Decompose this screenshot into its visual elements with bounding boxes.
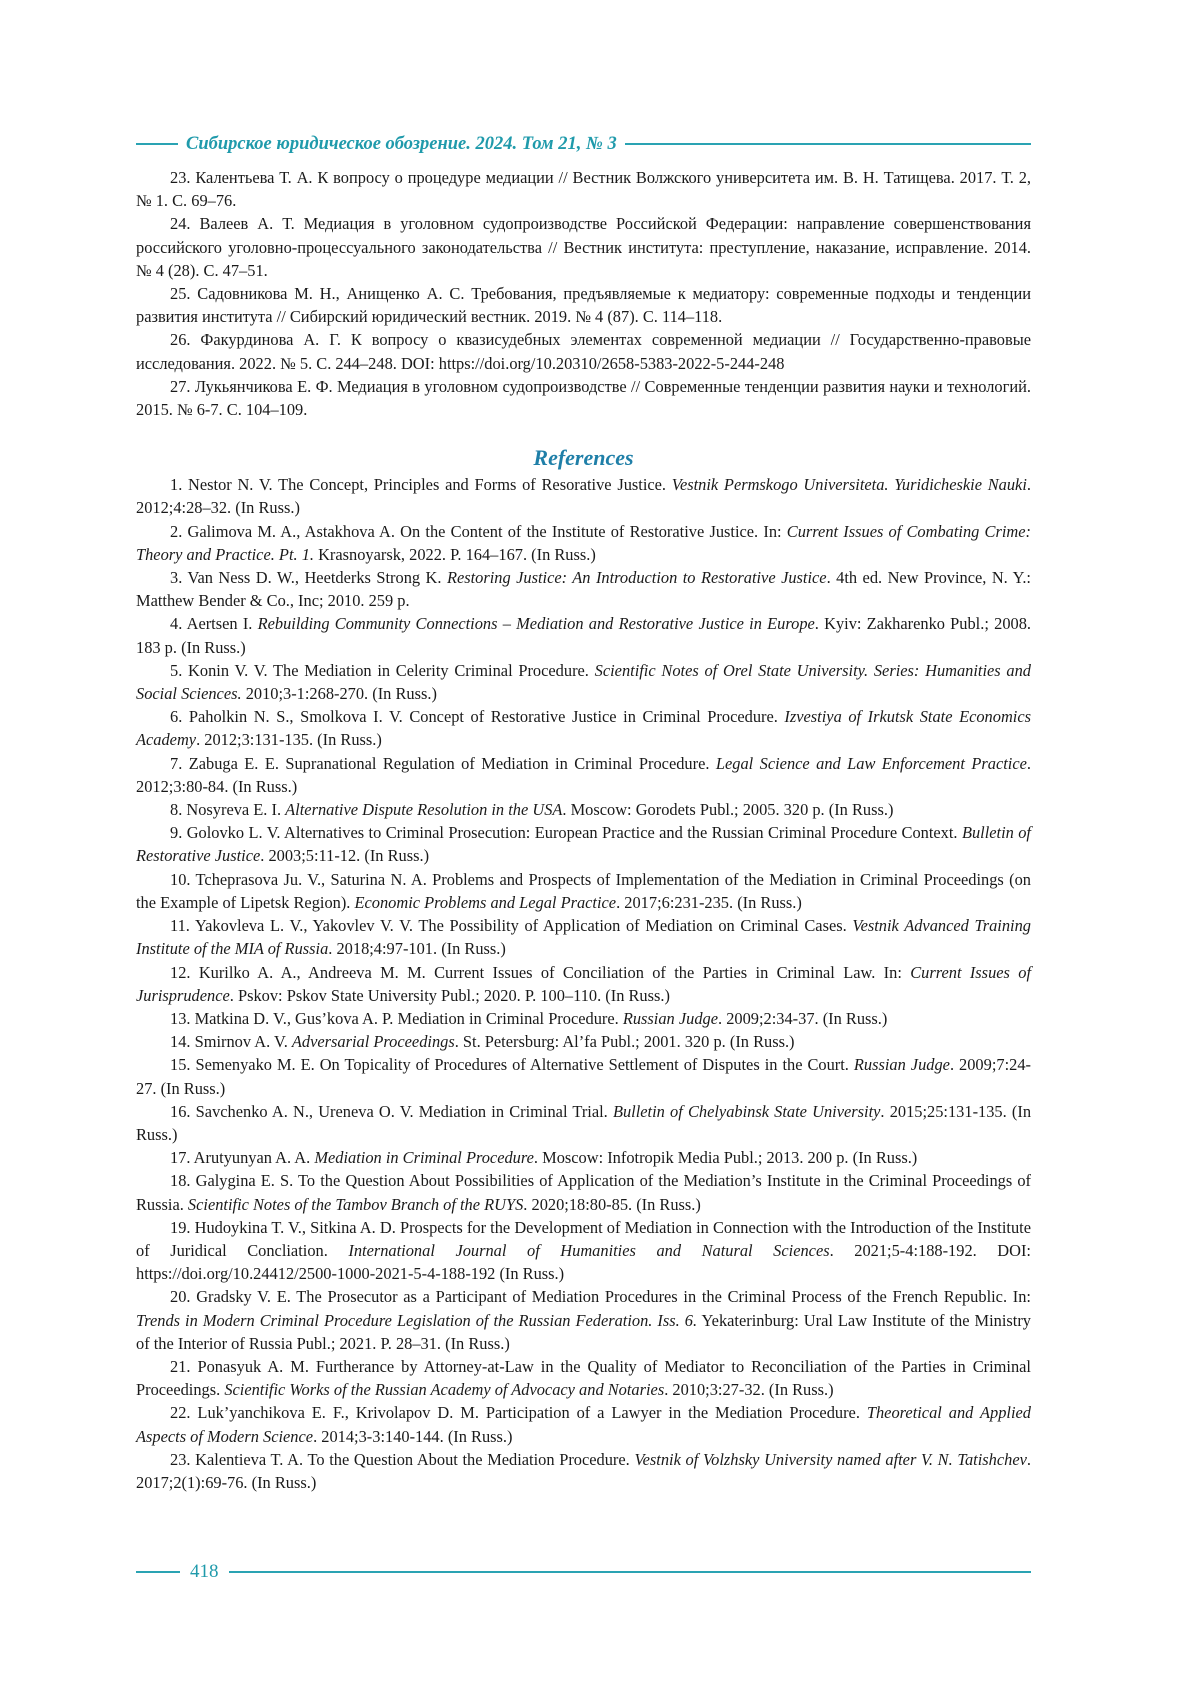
footer-rule-left	[136, 1571, 180, 1573]
reference-details: . 2021;5-4:188-192. DOI: https://doi.org/10.24412/2500-1000-2021-5-4-188-192 (In Russ.)	[136, 1240, 1031, 1284]
reference-source: Scientific Works of the Russian Academy of Advocacy and Notaries	[224, 1380, 665, 1400]
reference-source: International Journal of Humanities and Natural Sciences	[348, 1240, 830, 1260]
reference-text: 15. Semenyako M. E. On Topicality of Procedures of Alternative Settlement of Disputes in the Court.	[170, 1055, 854, 1075]
reference-item	[136, 659, 1031, 705]
reference-item	[136, 1030, 1031, 1053]
reference-item	[136, 752, 1031, 798]
reference-details: . 2010;3:27-32. (In Russ.)	[664, 1380, 834, 1400]
reference-source: Adversarial Proceedings	[291, 1032, 455, 1052]
reference-item	[136, 798, 1031, 821]
reference-item	[136, 1146, 1031, 1169]
reference-details: . Kyiv: Zakharenko Publ.; 2008. 183 p. (In Russ.)	[136, 614, 1031, 657]
reference-source: Mediation in Criminal Procedure	[314, 1148, 534, 1168]
reference-item	[136, 1169, 1031, 1215]
reference-source: Scientific Notes of Orel State University. Series: Humanities and Social Sciences.	[136, 660, 1032, 704]
footer-rule-right	[229, 1571, 1032, 1573]
reference-details: . 2012;3:131-135. (In Russ.)	[196, 730, 382, 750]
reference-source: Bulletin of Chelyabinsk State University	[612, 1101, 881, 1121]
running-head	[136, 130, 1031, 158]
reference-text: 4. Aertsen I.	[170, 614, 258, 634]
reference-item	[136, 1100, 1031, 1146]
reference-source: Vestnik Permskogo Universiteta. Yuridicheskie Nauki	[671, 475, 1027, 495]
reference-item	[136, 1053, 1031, 1099]
reference-source: Izvestiya of Irkutsk State Economics Academy	[136, 707, 1031, 750]
journal-title: Сибирское юридическое обозрение. 2024. Том 21, № 3	[186, 133, 617, 154]
reference-text: 16. Savchenko A. N., Ureneva O. V. Mediation in Criminal Trial.	[170, 1101, 613, 1121]
reference-source: Vestnik Advanced Training Institute of the MIA of Russia	[136, 916, 1032, 959]
reference-text: 12. Kurilko A. A., Andreeva M. M. Current Issues of Conciliation of the Parties in Criminal Law. In:	[170, 962, 911, 982]
reference-details: . Moscow: Gorodets Publ.; 2005. 320 p. (In Russ.)	[562, 800, 894, 820]
main-content	[136, 166, 1031, 1494]
reference-details: . Pskov: Pskov State University Publ.; 2020. P. 100–110. (In Russ.)	[229, 985, 670, 1005]
reference-item: 25. Садовникова М. Н., Анищенко А. С. Требования, предъявляемые к медиатору: современные подходы и тенденции развития института // Сибирский юридический вестник. 2019. № 4 (87). С. 114–118.	[136, 284, 1031, 327]
reference-details: . Moscow: Infotropik Media Publ.; 2013. 200 p. (In Russ.)	[533, 1148, 918, 1168]
reference-details: Krasnoyarsk, 2022. P. 164–167. (In Russ.)	[313, 544, 596, 564]
reference-item	[136, 520, 1031, 566]
reference-item	[136, 1216, 1031, 1286]
reference-item: 24. Валеев А. Т. Медиация в уголовном судопроизводстве Российской Федерации: направление совершенствования российского уголовно-процессуального законодательства // Вестник института: преступление, наказание, исправление. 2014. № 4 (28). С. 47–51.	[136, 214, 1031, 280]
reference-item	[136, 914, 1031, 960]
reference-details: . 2012;4:28–32. (In Russ.)	[136, 475, 1031, 518]
reference-details: . St. Petersburg: Al’fa Publ.; 2001. 320 p. (In Russ.)	[454, 1032, 795, 1052]
reference-text: 3. Van Ness D. W., Heetderks Strong K.	[170, 568, 447, 588]
reference-item: 23. Калентьева Т. А. К вопросу о процедуре медиации // Вестник Волжского университета им. В. Н. Татищева. 2017. Т. 2, № 1. С. 69–76.	[136, 168, 1031, 211]
reference-item	[136, 566, 1031, 612]
reference-details: . 2018;4:97-101. (In Russ.)	[328, 939, 506, 959]
reference-item	[136, 612, 1031, 658]
reference-details: . 2017;2(1):69-76. (In Russ.)	[136, 1449, 1031, 1492]
russian-reference-list	[136, 166, 1031, 421]
reference-details: . 2009;2:34-37. (In Russ.)	[718, 1008, 888, 1028]
reference-details: . 2015;25:131-135. (In Russ.)	[136, 1101, 1032, 1144]
reference-text: 5. Konin V. V. The Mediation in Celerity Criminal Procedure.	[170, 660, 595, 680]
reference-text: 21. Ponasyuk A. M. Furtherance by Attorney-at-Law in the Quality of Mediator to Reconciliation of the Parties in Criminal Proceedings.	[136, 1356, 1031, 1400]
reference-item	[136, 821, 1031, 867]
reference-text: 20. Gradsky V. E. The Prosecutor as a Participant of Mediation Procedures in the Criminal Process of the French Republic. In:	[170, 1287, 1031, 1307]
reference-details: Yekaterinburg: Ural Law Institute of the Ministry of the Interior of Russia Publ.; 2021. P. 28–31. (In Russ.)	[136, 1310, 1031, 1353]
references-list	[136, 473, 1031, 1494]
reference-item: 27. Лукьянчикова Е. Ф. Медиация в уголовном судопроизводстве // Современные тенденции развития науки и технологий. 2015. № 6-7. С. 104–109.	[136, 376, 1031, 420]
reference-text: 17. Arutyunyan A. A.	[170, 1148, 315, 1168]
reference-source: Russian Judge	[853, 1055, 950, 1075]
references-heading: References	[533, 445, 634, 471]
reference-text: 23. Kalentieva T. A. To the Question About the Mediation Procedure.	[170, 1449, 635, 1469]
reference-text: 2. Galimova M. A., Astakhova A. On the Content of the Institute of Restorative Justice. In:	[170, 521, 787, 541]
reference-source: Bulletin of Restorative Justice	[136, 823, 1031, 866]
reference-details: . 2009;7:24-27. (In Russ.)	[136, 1055, 1031, 1098]
reference-source: Legal Science and Law Enforcement Practice	[715, 753, 1027, 773]
reference-source: Russian Judge	[622, 1008, 718, 1028]
reference-item	[136, 868, 1031, 914]
reference-source: Restoring Justice: An Introduction to Restorative Justice	[446, 568, 827, 588]
reference-details: . 2020;18:80-85. (In Russ.)	[523, 1194, 701, 1214]
reference-details: . 2017;6:231-235. (In Russ.)	[616, 892, 802, 912]
reference-text: 19. Hudoykina T. V., Sitkina A. D. Prospects for the Development of Mediation in Connection with the Introduction of the Institute of Juridical Concliation.	[136, 1217, 1031, 1260]
reference-item	[136, 473, 1031, 519]
reference-text: 13. Matkina D. V., Gus’kova A. P. Mediation in Criminal Procedure.	[170, 1008, 623, 1028]
reference-text: 1. Nestor N. V. The Concept, Principles and Forms of Resorative Justice.	[170, 475, 672, 495]
reference-item	[136, 705, 1031, 751]
reference-text: 11. Yakovleva L. V., Yakovlev V. V. The Possibility of Application of Mediation on Criminal Cases.	[170, 916, 853, 936]
reference-text: 14. Smirnov A. V.	[170, 1032, 292, 1052]
reference-text: 6. Paholkin N. S., Smolkova I. V. Concept of Restorative Justice in Criminal Procedure.	[170, 707, 785, 727]
reference-text: 8. Nosyreva E. I.	[170, 800, 286, 820]
reference-source: Rebuilding Community Connections – Mediation and Restorative Justice in Europe	[257, 614, 815, 634]
reference-item	[136, 1285, 1031, 1355]
reference-item	[136, 1007, 1031, 1030]
page-footer	[136, 1560, 1031, 1584]
reference-source: Economic Problems and Legal Practice	[354, 892, 617, 912]
reference-source: Alternative Dispute Resolution in the USA	[285, 800, 563, 820]
reference-item	[136, 1355, 1031, 1401]
reference-text: 22. Luk’yanchikova E. F., Krivolapov D. M. Participation of a Lawyer in the Mediation Procedure.	[170, 1403, 867, 1423]
reference-source: Vestnik of Volzhsky University named after V. N. Tatishchev	[634, 1449, 1027, 1469]
reference-source: Trends in Modern Criminal Procedure Legislation of the Russian Federation. Iss. 6.	[136, 1310, 698, 1330]
reference-details: . 2014;3-3:140-144. (In Russ.)	[313, 1426, 513, 1446]
reference-text: 9. Golovko L. V. Alternatives to Criminal Prosecution: European Practice and the Russian Criminal Procedure Context.	[170, 823, 962, 843]
page-number: 418	[190, 1561, 219, 1582]
reference-item	[136, 1401, 1031, 1447]
reference-details: 2010;3-1:268-270. (In Russ.)	[241, 684, 437, 704]
header-rule-left	[136, 143, 178, 145]
reference-text: 18. Galygina E. S. To the Question About Possibilities of Application of the Mediation’s Institute in the Criminal Proceedings of Russia.	[136, 1171, 1031, 1214]
reference-details: . 2003;5:11-12. (In Russ.)	[260, 846, 430, 866]
reference-details: . 4th ed. New Province, N. Y.: Matthew Bender & Co., Inc; 2010. 259 p.	[136, 568, 1031, 611]
header-rule-right	[625, 143, 1031, 145]
reference-text: 10. Tcheprasova Ju. V., Saturina N. A. Problems and Prospects of Implementation of the Mediation in Criminal Proceedings (on the Example of Lipetsk Region).	[136, 869, 1031, 912]
reference-source: Theoretical and Applied Aspects of Modern Science	[136, 1403, 1031, 1446]
reference-item	[136, 961, 1031, 1007]
reference-source: Current Issues of Jurisprudence	[136, 962, 1031, 1005]
reference-source: Scientific Notes of the Tambov Branch of the RUYS	[187, 1194, 524, 1214]
reference-details: . 2012;3:80-84. (In Russ.)	[136, 753, 1031, 796]
reference-item: 26. Факурдинова А. Г. К вопросу о квазисудебных элементах современной медиации // Государственно-правовые исследования. 2022. № 5. С. 244–248. DOI: https://doi.org/10.20310/2658-5383-2022-5-244-248	[136, 330, 1031, 373]
reference-item	[136, 1448, 1031, 1494]
reference-source: Current Issues of Combating Crime: Theory and Practice. Pt. 1.	[136, 521, 1031, 564]
reference-text: 7. Zabuga E. E. Supranational Regulation of Mediation in Criminal Procedure.	[170, 753, 716, 773]
